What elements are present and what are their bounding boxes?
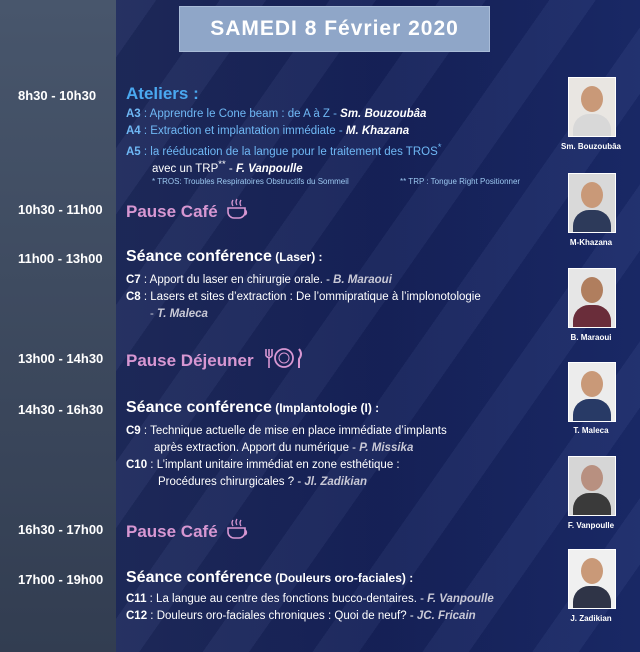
agenda-item-a4: A4 : Extraction et implantation immédiate - M. Khazana xyxy=(126,125,410,137)
speaker-caption-maraoui: B. Maraoui xyxy=(570,333,612,342)
heading-seance-douleurs: Séance conférence (Douleurs oro-faciales) : xyxy=(126,569,414,586)
photo-torso xyxy=(573,586,611,609)
agenda-item-c9-continued: après extraction. Apport du numérique - P. Missika xyxy=(154,442,414,454)
photo-head xyxy=(581,86,603,112)
heading-pause-cafe-1: Pause Café xyxy=(126,198,252,225)
speaker-caption-zadikian: J. Zadikian xyxy=(570,614,612,623)
time-slot-6: 16h30 - 17h00 xyxy=(18,522,104,537)
photo-head xyxy=(581,182,603,208)
agenda-item-c7: C7 : Apport du laser en chirurgie orale. - B. Maraoui xyxy=(126,274,392,286)
speaker-photo-bouzoubaa xyxy=(568,77,616,137)
speaker-photo-zadikian xyxy=(568,549,616,609)
coffee-cup-icon xyxy=(226,198,252,225)
photo-torso xyxy=(573,399,611,422)
heading-ateliers: Ateliers : xyxy=(126,84,199,103)
photo-head xyxy=(581,371,603,397)
speaker-photo-khazana xyxy=(568,173,616,233)
time-slot-1: 8h30 - 10h30 xyxy=(18,88,97,103)
photo-head xyxy=(581,277,603,303)
time-slot-2: 10h30 - 11h00 xyxy=(18,202,103,217)
agenda-item-c10: C10 : L’implant unitaire immédiat en zone esthétique : xyxy=(126,459,400,471)
agenda-item-a3: A3 : Apprendre le Cone beam : de A à Z - Sm. Bouzoubâa xyxy=(126,108,427,120)
photo-torso xyxy=(573,493,611,516)
photo-head xyxy=(581,558,603,584)
agenda-item-c9: C9 : Technique actuelle de mise en place immédiate d’implants xyxy=(126,425,447,437)
page-title: SAMEDI 8 Février 2020 xyxy=(179,6,490,52)
agenda-item-a5: A5 : la rééducation de la langue pour le traitement des TROS* xyxy=(126,142,442,158)
speaker-photo-maleca xyxy=(568,362,616,422)
time-slot-4: 13h00 - 14h30 xyxy=(18,351,104,366)
speaker-caption-maleca: T. Maleca xyxy=(573,426,609,435)
speaker-photo-maraoui xyxy=(568,268,616,328)
photo-torso xyxy=(573,114,611,137)
heading-seance-laser: Séance conférence (Laser) : xyxy=(126,248,323,265)
time-slot-3: 11h00 - 13h00 xyxy=(18,251,103,266)
footnote-trp: ** TRP : Tongue Right Positionner xyxy=(400,177,521,186)
heading-pause-dejeuner: Pause Déjeuner xyxy=(126,347,306,374)
agenda-item-c10-continued: Procédures chirurgicales ? - Jl. Zadikian xyxy=(158,476,368,488)
speaker-caption-bouzoubaa: Sm. Bouzoubâa xyxy=(560,142,621,151)
coffee-cup-icon xyxy=(226,518,252,545)
heading-pause-cafe-2: Pause Café xyxy=(126,518,252,545)
photo-head xyxy=(581,465,603,491)
time-slot-5: 14h30 - 16h30 xyxy=(18,402,104,417)
photo-torso xyxy=(573,210,611,233)
time-slot-7: 17h00 - 19h00 xyxy=(18,572,104,587)
speaker-caption-khazana: M-Khazana xyxy=(569,238,613,247)
heading-seance-implantologie: Séance conférence (Implantologie (I) : xyxy=(126,399,380,416)
photo-torso xyxy=(573,305,611,328)
speaker-caption-vanpoulle: F. Vanpoulle xyxy=(567,521,615,530)
agenda-item-c12: C12 : Douleurs oro-faciales chroniques : Quoi de neuf? - JC. Fricain xyxy=(126,610,476,622)
footnote-tros: * TROS: Troubles Respiratoires Obstructifs du Sommeil xyxy=(152,177,349,186)
agenda-item-a5-continued: avec un TRP** - F. Vanpoulle xyxy=(152,159,303,175)
agenda-item-c11: C11 : La langue au centre des fonctions bucco-dentaires. - F. Vanpoulle xyxy=(126,593,494,605)
speaker-photo-vanpoulle xyxy=(568,456,616,516)
agenda-item-c8-continued: - T. Maleca xyxy=(150,308,208,320)
plate-cutlery-icon xyxy=(262,347,306,374)
agenda-item-c8: C8 : Lasers et sites d’extraction : De l’ommipratique à l’implonotologie xyxy=(126,291,481,303)
